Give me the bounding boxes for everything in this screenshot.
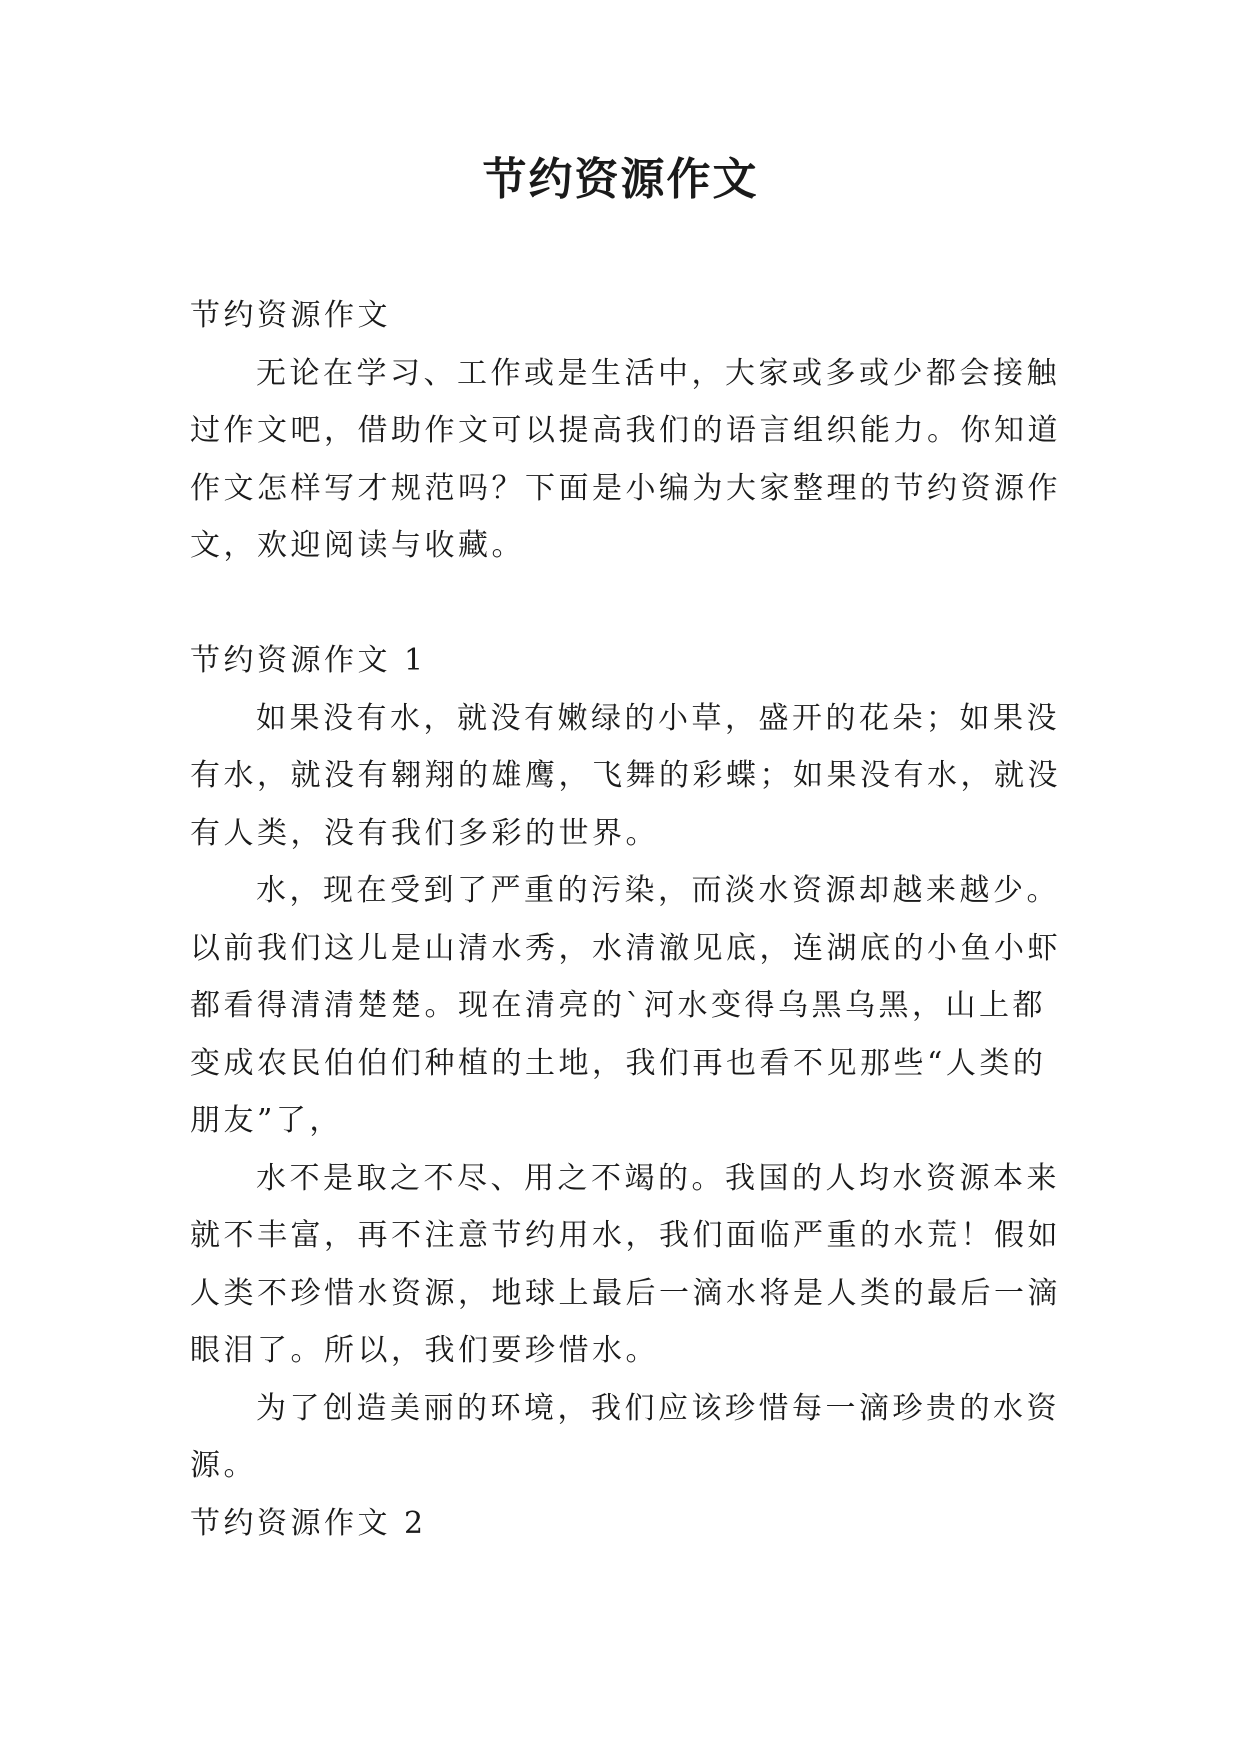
document-title: 节约资源作文 bbox=[482, 154, 759, 205]
document-body bbox=[190, 287, 1062, 1552]
section1-paragraph-1: 如果没有水，就没有嫩绿的小草，盛开的花朵；如果没有水，就没有翱翔的雄鹰，飞舞的彩蝶；如果没有水，就没有人类，没有我们多彩的世界。 bbox=[190, 700, 1061, 851]
section1-paragraph-2: 水，现在受到了严重的污染，而淡水资源却越来越少。以前我们这儿是山清水秀，水清澈见底，连湖底的小鱼小虾都看得清清楚楚。现在清亮的`河水变得乌黑乌黑，山上都变成农民伯伯们种植的土地，我们再也看不见那些“人类的朋友”了， bbox=[190, 873, 1061, 1138]
section1-paragraph-4: 为了创造美丽的环境，我们应该珍惜每一滴珍贵的水资源。 bbox=[190, 1390, 1060, 1483]
section-heading-1: 节约资源作文 1 bbox=[190, 643, 427, 678]
spacer bbox=[190, 575, 1062, 633]
section-heading-2: 节约资源作文 2 bbox=[190, 1505, 427, 1541]
document-subtitle: 节约资源作文 bbox=[190, 298, 391, 333]
section1-paragraph-3: 水不是取之不尽、用之不竭的。我国的人均水资源本来就不丰富，再不注意节约用水，我们面临严重的水荒！假如人类不珍惜水资源，地球上最后一滴水将是人类的最后一滴眼泪了。所以，我们要珍惜水。 bbox=[190, 1160, 1061, 1368]
intro-paragraph: 无论在学习、工作或是生活中，大家或多或少都会接触过作文吧，借助作文可以提高我们的语言组织能力。你知道作文怎样写才规范吗？下面是小编为大家整理的节约资源作文，欢迎阅读与收藏。 bbox=[190, 355, 1061, 563]
